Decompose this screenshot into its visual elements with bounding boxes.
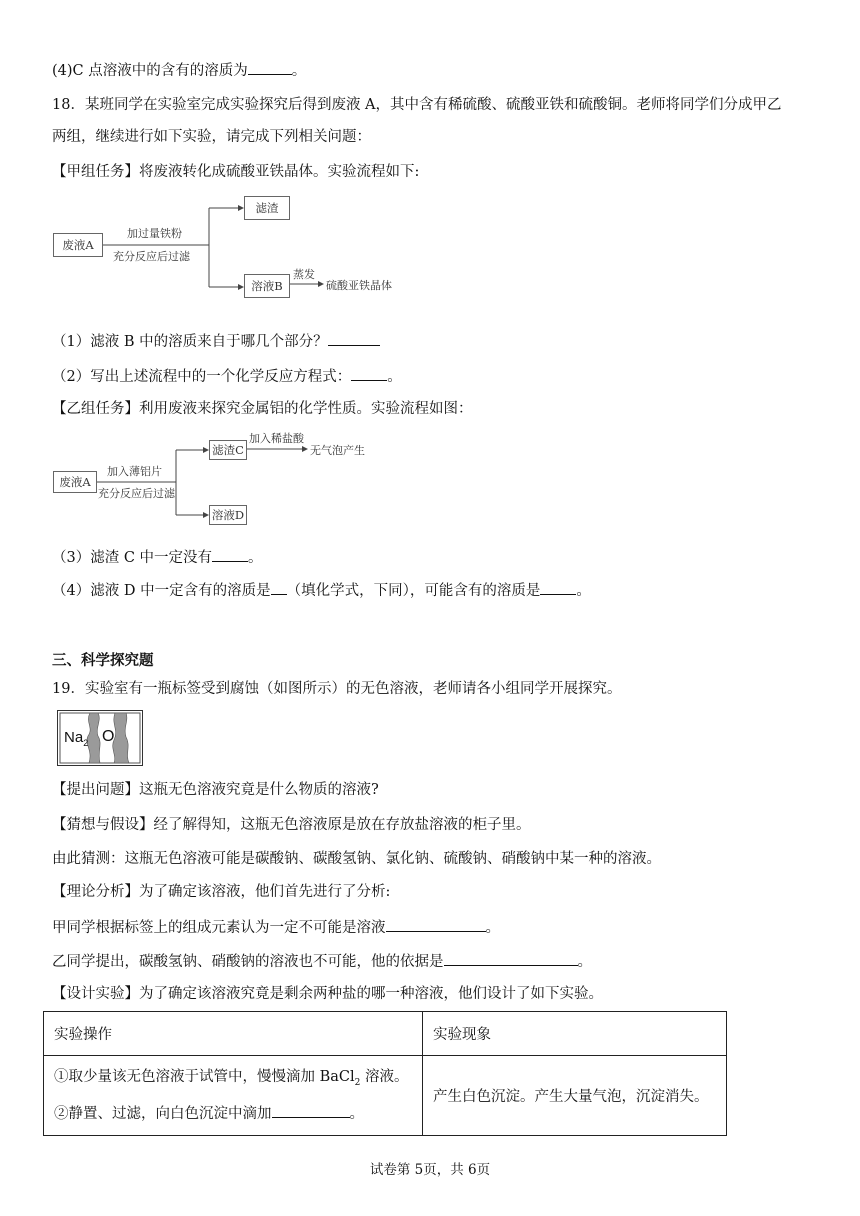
flow-arrows-yi bbox=[0, 0, 860, 540]
no-bubbles-label: 无气泡产生 bbox=[310, 444, 365, 457]
residue-box: 滤渣 bbox=[244, 196, 290, 220]
phenomenon-cell: 产生白色沉淀。产生大量气泡，沉淀消失。 bbox=[423, 1056, 727, 1136]
label-na-text: $Na_2$ bbox=[64, 729, 89, 748]
solution-b-box: 溶液B bbox=[244, 274, 290, 298]
corroded-label-image bbox=[57, 710, 143, 766]
q17-part4: (4)C 点溶液中的含有的溶质为 。 bbox=[52, 60, 306, 81]
header-phenomenon: 实验现象 bbox=[423, 1012, 727, 1056]
q19-intro: 19．实验室有一瓶标签受到腐蚀（如图所示）的无色溶液，老师请各小组同学开展探究。 bbox=[52, 681, 622, 697]
q18-part3: （3）滤渣 C 中一定没有 。 bbox=[52, 547, 263, 568]
yi-task: 【乙组任务】利用废液来探究金属铝的化学性质。实验流程如图： bbox=[52, 401, 473, 417]
q18-part1: （1）滤液 B 中的溶质来自于哪几个部分？ bbox=[52, 331, 380, 352]
evaporate-label: 蒸发 bbox=[293, 268, 315, 281]
solution-d-box: 溶液D bbox=[209, 505, 247, 525]
react-filter-label: 充分反应后过滤 bbox=[113, 250, 190, 263]
add-dilute-hcl-label: 加入稀盐酸 bbox=[249, 432, 304, 445]
jia-task: 【甲组任务】将废液转化成硫酸亚铁晶体。实验流程如下: bbox=[52, 164, 420, 180]
answer-blank[interactable] bbox=[444, 951, 578, 966]
residue-c-box: 滤渣C bbox=[209, 440, 247, 460]
hypothesis: 【猜想与假设】经了解得知，这瓶无色溶液原是放在存放盐溶液的柜子里。 bbox=[52, 817, 531, 833]
operation-cell bbox=[44, 1056, 423, 1136]
answer-blank[interactable] bbox=[540, 580, 576, 595]
answer-blank[interactable] bbox=[272, 1103, 350, 1118]
answer-blank[interactable] bbox=[212, 547, 248, 562]
table-header-row bbox=[44, 1012, 727, 1056]
q18-part2: （2）写出上述流程中的一个化学反应方程式： 。 bbox=[52, 366, 402, 387]
label-o-text: O bbox=[102, 728, 115, 745]
student-yi: 乙同学提出，碳酸氢钠、硝酸钠的溶液也不可能，他的依据是 。 bbox=[52, 951, 592, 972]
student-jia: 甲同学根据标签上的组成元素认为一定不可能是溶液 。 bbox=[52, 917, 500, 938]
section-heading: 三、科学探究题 bbox=[52, 652, 154, 669]
ask-question: 【提出问题】这瓶无色溶液究竟是什么物质的溶液? bbox=[52, 782, 379, 798]
react-filter-label: 充分反应后过滤 bbox=[98, 487, 175, 500]
answer-blank[interactable] bbox=[271, 580, 287, 595]
q18-intro-line1: 18．某班同学在实验室完成实验探究后得到废液 A，其中含有稀硫酸、硫酸亚铁和硫酸铜。老师将同学们分成甲乙 bbox=[52, 97, 782, 113]
table-row bbox=[44, 1056, 727, 1136]
add-iron-label: 加过量铁粉 bbox=[127, 227, 182, 240]
add-aluminum-label: 加入薄铝片 bbox=[107, 465, 162, 478]
q18-part4: （4）滤液 D 中一定含有的溶质是 （填化学式，下同），可能含有的溶质是 。 bbox=[52, 580, 591, 601]
design-experiment: 【设计实验】为了确定该溶液究竟是剩余两种盐的哪一种溶液，他们设计了如下实验。 bbox=[52, 986, 603, 1002]
page-footer: 试卷第 5页，共 6页 bbox=[369, 1162, 491, 1178]
header-operation: 实验操作 bbox=[44, 1012, 423, 1056]
operation-step-1: ①取少量该无色溶液于试管中，慢慢滴加 BaCl$_2$ 溶液。 bbox=[54, 1068, 409, 1088]
waste-a-box: 废液A bbox=[53, 471, 97, 493]
q18-intro-line2: 两组，继续进行如下实验，请完成下列相关问题： bbox=[52, 129, 371, 145]
theory-analysis: 【理论分析】为了确定该溶液，他们首先进行了分析: bbox=[52, 884, 391, 900]
operation-step-2: ②静置、过滤，向白色沉淀中滴加 。 bbox=[54, 1098, 412, 1130]
hypothesis-guess: 由此猜测：这瓶无色溶液可能是碳酸钠、碳酸氢钠、氯化钠、硫酸钠、硝酸钠中某一种的溶液。 bbox=[52, 851, 661, 867]
answer-blank[interactable] bbox=[386, 917, 486, 932]
waste-a-box: 废液A bbox=[53, 233, 103, 257]
experiment-table bbox=[43, 1011, 727, 1136]
ferrous-sulfate-crystal-label: 硫酸亚铁晶体 bbox=[326, 279, 392, 292]
